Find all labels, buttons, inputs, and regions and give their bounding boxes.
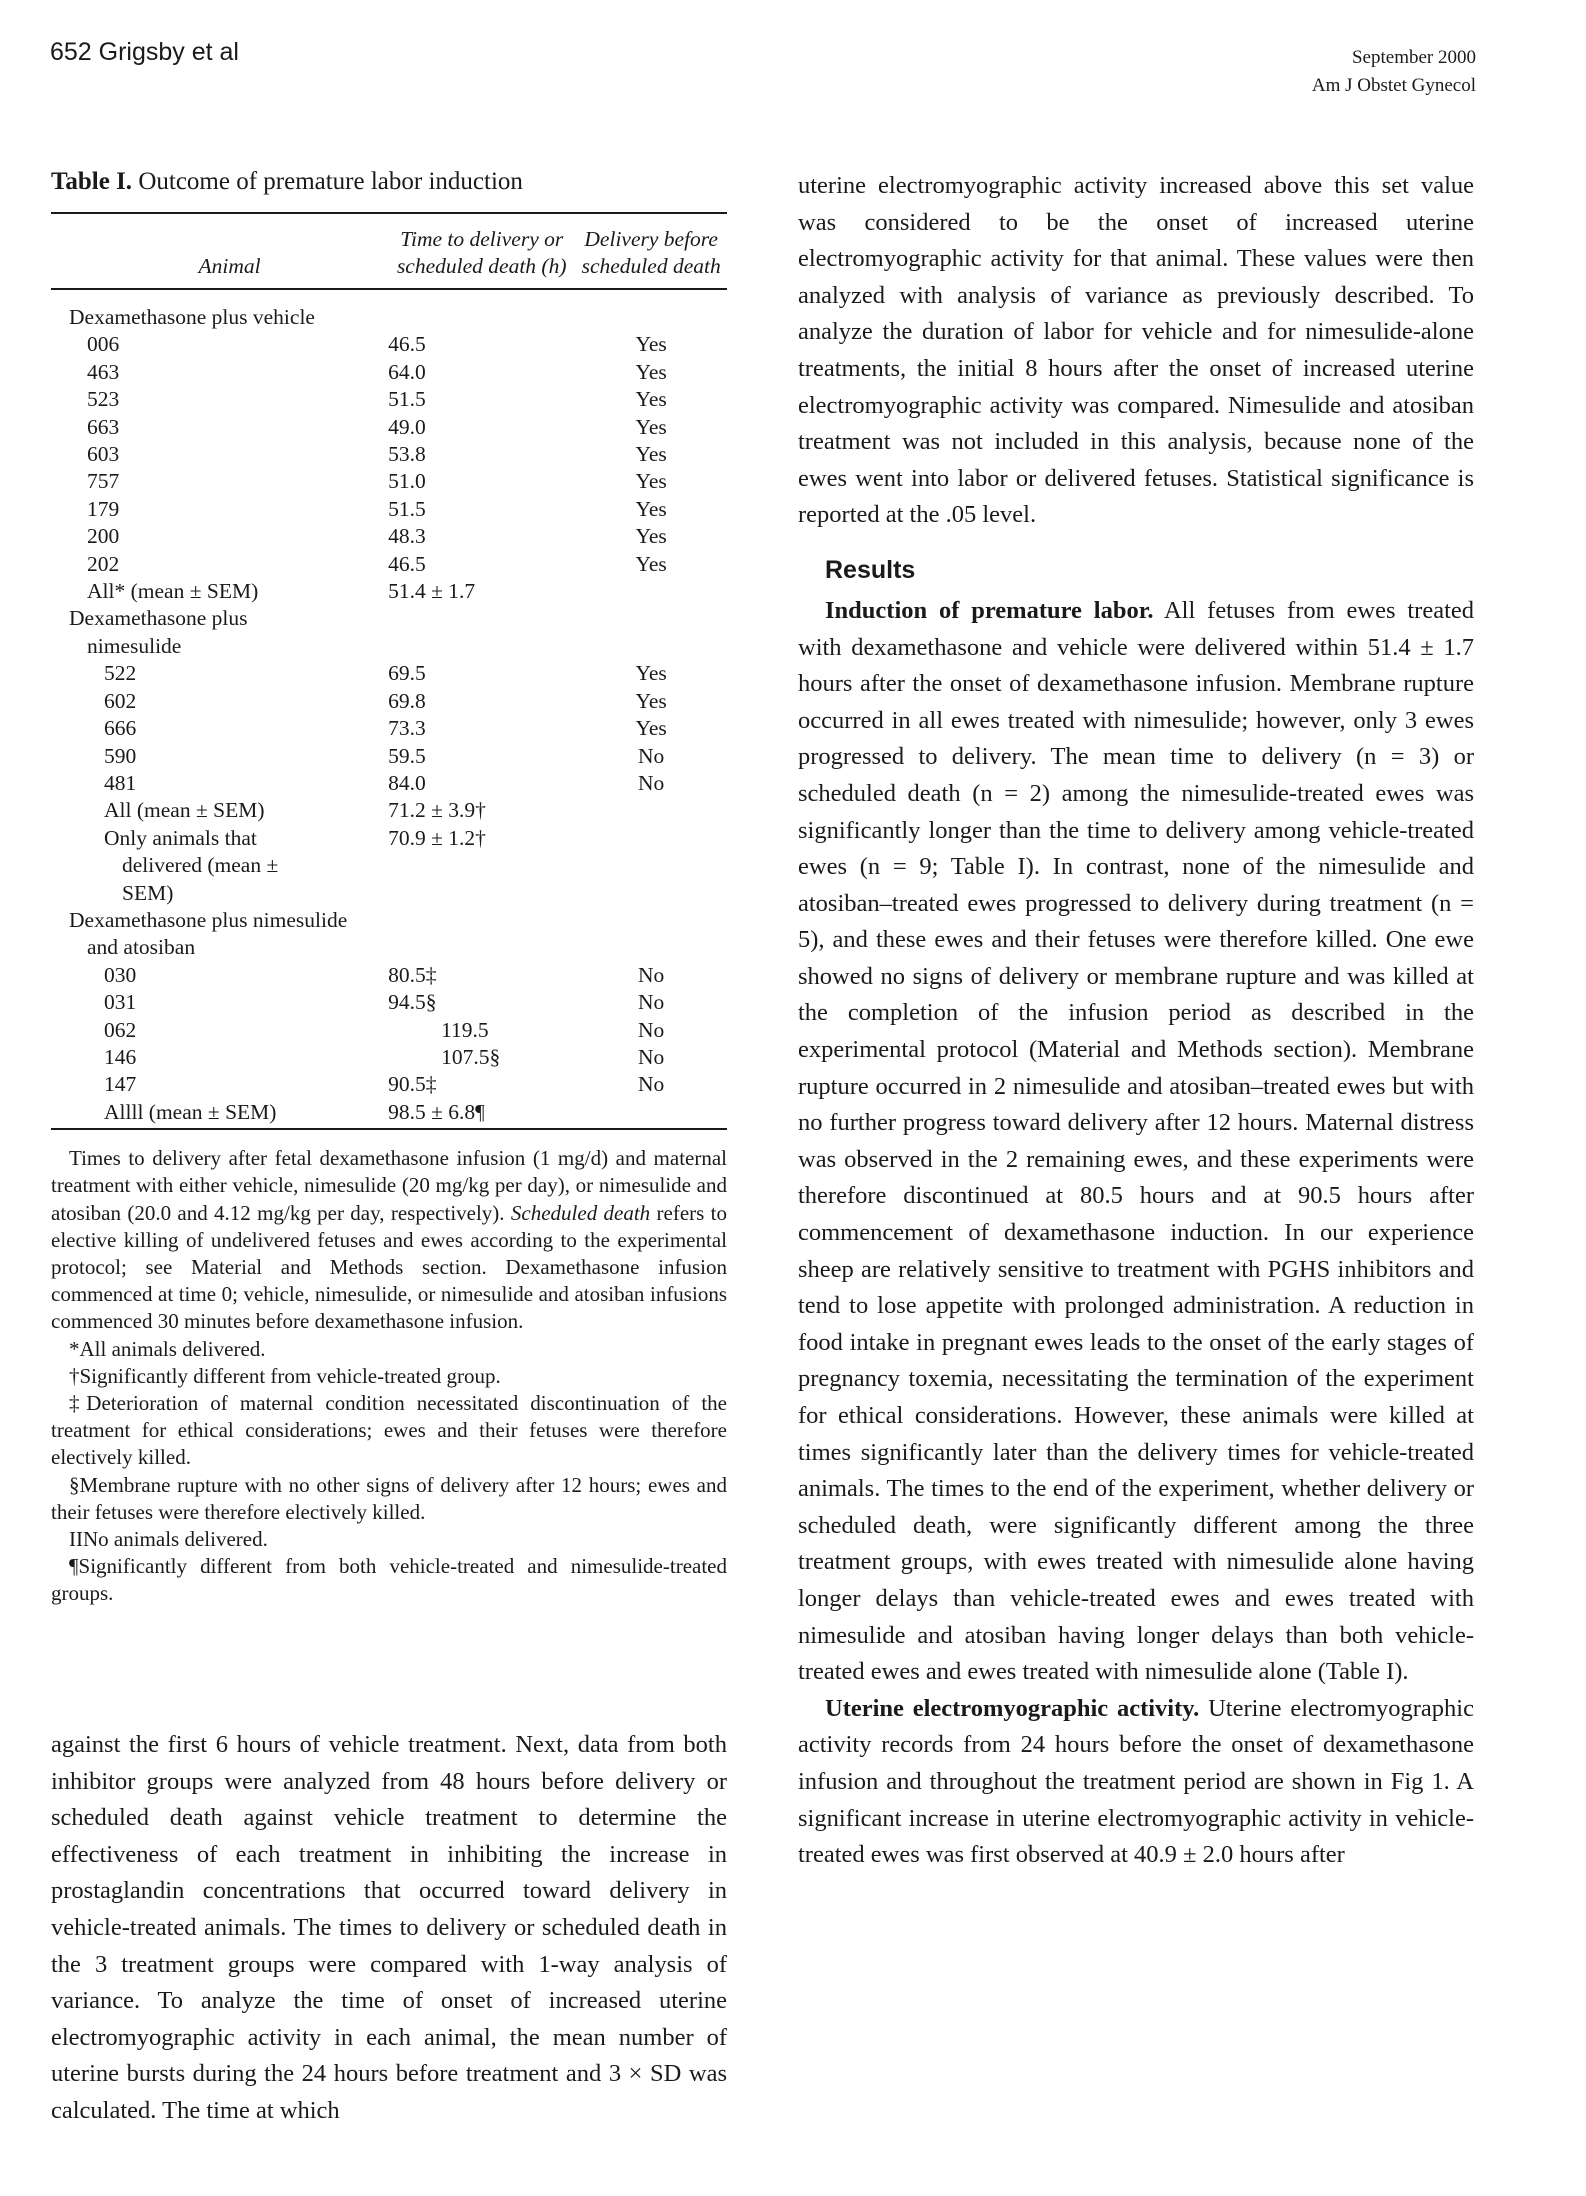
delivery-value: No <box>638 1044 665 1069</box>
time-value: 64.0 <box>388 359 426 384</box>
table-row <box>51 715 727 742</box>
animal-id: 481 <box>104 770 137 795</box>
time-value: 51.5 <box>388 496 426 521</box>
table-note-main <box>51 1145 727 1335</box>
animal-id: 031 <box>104 990 137 1015</box>
issue-date: September 2000 <box>1351 47 1476 68</box>
time-value: 51.5 <box>388 387 426 412</box>
table-label: Table I. <box>51 168 133 195</box>
table-row <box>51 386 727 413</box>
animal-id: 757 <box>87 469 120 494</box>
note-italic-term: Scheduled death <box>510 1200 651 1225</box>
time-value: 73.3 <box>388 716 426 741</box>
time-value: 49.0 <box>388 414 426 439</box>
time-value: 80.5‡ <box>388 962 437 987</box>
summary-value: 51.4 ± 1.7 <box>388 579 476 604</box>
footnote: ‡Deterioration of maternal condition necessitated discontinuation of the treatment for ethical considerations; ewes and their fetuses were therefore electively killed. <box>51 1391 727 1470</box>
time-value: 53.8 <box>388 442 426 467</box>
running-head-journal <box>1312 44 1476 100</box>
summary-row <box>51 578 727 605</box>
footnote: *All animals delivered. <box>69 1336 266 1361</box>
time-value: 46.5 <box>388 332 426 357</box>
delivery-value: Yes <box>635 551 667 576</box>
footnote: §Membrane rupture with no other signs of delivery after 12 hours; ewes and their fetuses were therefore electively killed. <box>51 1472 727 1524</box>
delivery-value: Yes <box>635 661 667 686</box>
time-value: 107.5§ <box>441 1044 501 1069</box>
table-row <box>51 743 727 770</box>
summary-row <box>51 797 727 824</box>
summary-value: 71.2 ± 3.9† <box>388 798 486 823</box>
left-body-text <box>51 1727 727 2130</box>
paragraph-text: All fetuses from ewes treated with dexamethasone and vehicle were delivered within 51.4 ± 1.7 hours after the onset of dexamethasone infusion. Membrane rupture occurred in all ewes treated with nimesulide; however, only 3 ewes progressed to delivery. The mean time to delivery (n = 3) or scheduled death (n = 2) among the nimesulide-treated ewes was significantly longer than the time to delivery among vehicle-treated ewes (n = 9; Table I). In contrast, none of the nimesulide and atosiban–treated ewes progressed to delivery during treatment (n = 5), and these ewes and their fetuses were therefore killed. One ewe showed no signs of delivery or membrane rupture and was killed at the completion of the infusion period as described in the experimental protocol (Material and Methods section). Membrane rupture occurred in 2 nimesulide and atosiban–treated ewes but with no further progress toward delivery after 12 hours. Maternal distress was observed in the 2 remaining ewes, and these experiments were therefore discontinued at 80.5 hours and at 90.5 hours after commencement of dexamethasone induction. In our experience sheep are relatively sensitive to treatment with PGHS inhibitors and tend to lose appetite with prolonged administration. A reduction in food intake in pregnant ewes leads to the onset of the early stages of pregnancy toxemia, necessitating the termination of the experiment for ethical considerations. However, these animals were killed at times significantly later than the delivery times for vehicle-treated animals. The times to the end of the experiment, whether delivery or scheduled death, were significantly different among the three treatment groups, with ewes treated with nimesulide alone having longer delays than vehicle-treated ewes and ewes treated with nimesulide and atosiban having longer delays than both vehicle-treated ewes and ewes treated with nimesulide alone (Table I). <box>798 596 1475 1686</box>
time-value: 94.5§ <box>388 990 437 1015</box>
delivery-value: Yes <box>635 688 667 713</box>
animal-id: 146 <box>104 1044 137 1069</box>
summary-row <box>51 1099 727 1129</box>
subsection-heading: Induction of premature labor. <box>825 596 1154 624</box>
table-footnotes <box>51 1145 727 1607</box>
animal-id: 200 <box>87 524 120 549</box>
journal-name: Am J Obstet Gynecol <box>1311 75 1476 96</box>
table-header-row <box>51 213 727 289</box>
table-row <box>51 468 727 495</box>
table-row <box>51 551 727 578</box>
animal-id: 006 <box>87 332 120 357</box>
table-row <box>51 523 727 550</box>
running-head-author: 652 Grigsby et al <box>50 38 239 66</box>
table-row <box>51 1017 727 1044</box>
header-animal: Animal <box>198 254 261 278</box>
table-row <box>51 962 727 989</box>
summary-row <box>51 825 727 907</box>
table-row <box>51 660 727 687</box>
delivery-value: No <box>638 1072 665 1097</box>
delivery-value: Yes <box>635 332 667 357</box>
summary-label-text: Only animals that delivered (mean ± SEM) <box>104 825 279 905</box>
delivery-value: No <box>638 962 665 987</box>
group-name <box>51 605 388 660</box>
paragraph <box>798 593 1474 1691</box>
delivery-value: No <box>638 990 665 1015</box>
group-name: Dexamethasone plus vehicle <box>69 305 315 329</box>
table-row <box>51 331 727 358</box>
footnote: ¶Significantly different from both vehicle-treated and nimesulide-treated groups. <box>51 1554 727 1606</box>
time-value: 46.5 <box>388 551 426 576</box>
delivery-value: Yes <box>635 442 667 467</box>
subsection-heading: Uterine electromyographic activity. <box>825 1694 1200 1722</box>
animal-id: 590 <box>104 743 137 768</box>
header-time-line1: Time to delivery or <box>400 227 564 251</box>
time-value: 119.5 <box>441 1017 489 1042</box>
table-row <box>51 989 727 1016</box>
left-column <box>51 168 727 1608</box>
group-row <box>51 907 727 962</box>
note-text: refers to elective killing of undelivered fetuses and ewes according to the experimental protocol; see Material and Methods section. Dexamethasone infusion commenced at time 0; vehicle, nimesulide, or nimesulide and atosiban infusions commenced 30 minutes before dexamethasone infusion. <box>51 1200 727 1334</box>
animal-id: 602 <box>104 688 137 713</box>
paragraph-text: Uterine electromyographic activity records from 24 hours before the onset of dexamethasone infusion and throughout the treatment period are shown in Fig 1. A significant increase in uterine electromyographic activity in vehicle-treated ewes was first observed at 40.9 ± 2.0 hours after <box>798 1694 1474 1869</box>
paragraph: uterine electromyographic activity increased above this set value was considered to be the onset of increased uterine electromyographic activity for that animal. These values were then analyzed with analysis of variance as previously described. To analyze the duration of labor for vehicle and for nimesulide-alone treatments, the initial 8 hours after the onset of increased uterine electromyographic activity was compared. Nimesulide and atosiban treatment was not included in this analysis, because none of the ewes went into labor or delivered fetuses. Statistical significance is reported at the .05 level. <box>798 172 1474 529</box>
delivery-value: Yes <box>635 716 667 741</box>
summary-label: Allll (mean ± SEM) <box>104 1099 277 1124</box>
animal-id: 062 <box>104 1017 137 1042</box>
delivery-value: Yes <box>635 387 667 412</box>
delivery-value: Yes <box>635 496 667 521</box>
header-time-line2: scheduled death (h) <box>396 254 567 278</box>
time-value: 69.8 <box>388 688 426 713</box>
table-caption: Outcome of premature labor induction <box>132 168 523 195</box>
animal-id: 179 <box>87 496 120 521</box>
section-heading-results: Results <box>825 555 916 584</box>
animal-id: 147 <box>104 1072 137 1097</box>
note-text: Times to delivery after fetal dexamethasone infusion (1 mg/d) and maternal treatment with either vehicle, nimesulide (20 mg/kg per day), or nimesulide and atosiban (20.0 and 4.12 mg/kg per day, respectively). <box>51 1146 727 1225</box>
group-name-text: Dexamethasone plus nimesulide <box>69 606 248 658</box>
summary-label <box>51 825 388 907</box>
table-row <box>51 688 727 715</box>
animal-id: 666 <box>104 716 137 741</box>
paragraph <box>798 1691 1474 1874</box>
table-title <box>51 168 727 196</box>
animal-id: 463 <box>87 359 120 384</box>
footnote: IINo animals delivered. <box>69 1527 268 1552</box>
delivery-value: No <box>638 743 665 768</box>
delivery-value: No <box>638 770 665 795</box>
header-delivery <box>575 213 727 289</box>
group-row <box>51 605 727 660</box>
table-row <box>51 1044 727 1071</box>
time-value: 84.0 <box>388 770 426 795</box>
paragraph: against the first 6 hours of vehicle treatment. Next, data from both inhibitor groups were analyzed from 48 hours before delivery or scheduled death against vehicle treatment to determine the effectiveness of each treatment in inhibiting the increase in prostaglandin concentrations that occurred toward delivery in vehicle-treated animals. The times to delivery or scheduled death in the 3 treatment groups were compared with 1-way analysis of variance. To analyze the time of onset of increased uterine electromyographic activity in each animal, the mean number of uterine bursts during the 24 hours before treatment and 3 × SD was calculated. The time at which <box>51 1731 727 2124</box>
delivery-value: Yes <box>635 469 667 494</box>
group-row <box>51 289 727 331</box>
animal-id: 202 <box>87 551 120 576</box>
delivery-value: Yes <box>635 414 667 439</box>
right-column <box>798 168 1474 1874</box>
delivery-value: Yes <box>635 524 667 549</box>
outcome-table <box>51 212 727 1130</box>
animal-id: 522 <box>104 661 137 686</box>
time-value: 90.5‡ <box>388 1072 437 1097</box>
table-row <box>51 496 727 523</box>
table-row <box>51 770 727 797</box>
summary-value: 98.5 ± 6.8¶ <box>388 1099 485 1124</box>
summary-label: All (mean ± SEM) <box>104 798 265 823</box>
table-row <box>51 1071 727 1098</box>
animal-id: 603 <box>87 442 120 467</box>
time-value: 69.5 <box>388 661 426 686</box>
delivery-value: Yes <box>635 359 667 384</box>
animal-id: 030 <box>104 962 137 987</box>
table-row <box>51 359 727 386</box>
animal-id: 523 <box>87 387 120 412</box>
time-value: 51.0 <box>388 469 426 494</box>
header-delivery-line1: Delivery before <box>584 227 718 251</box>
header-delivery-line2: scheduled death <box>581 254 721 278</box>
table-row <box>51 441 727 468</box>
header-time <box>388 213 575 289</box>
delivery-value: No <box>638 1017 665 1042</box>
group-name-text: Dexamethasone plus nimesulide and atosiban <box>69 907 348 960</box>
summary-value: 70.9 ± 1.2† <box>388 825 486 850</box>
animal-id: 663 <box>87 414 120 439</box>
table-row <box>51 414 727 441</box>
group-name <box>51 907 388 962</box>
footnote: †Significantly different from vehicle-treated group. <box>69 1363 501 1388</box>
time-value: 48.3 <box>388 524 426 549</box>
time-value: 59.5 <box>388 743 426 768</box>
summary-label: All* (mean ± SEM) <box>87 579 259 604</box>
